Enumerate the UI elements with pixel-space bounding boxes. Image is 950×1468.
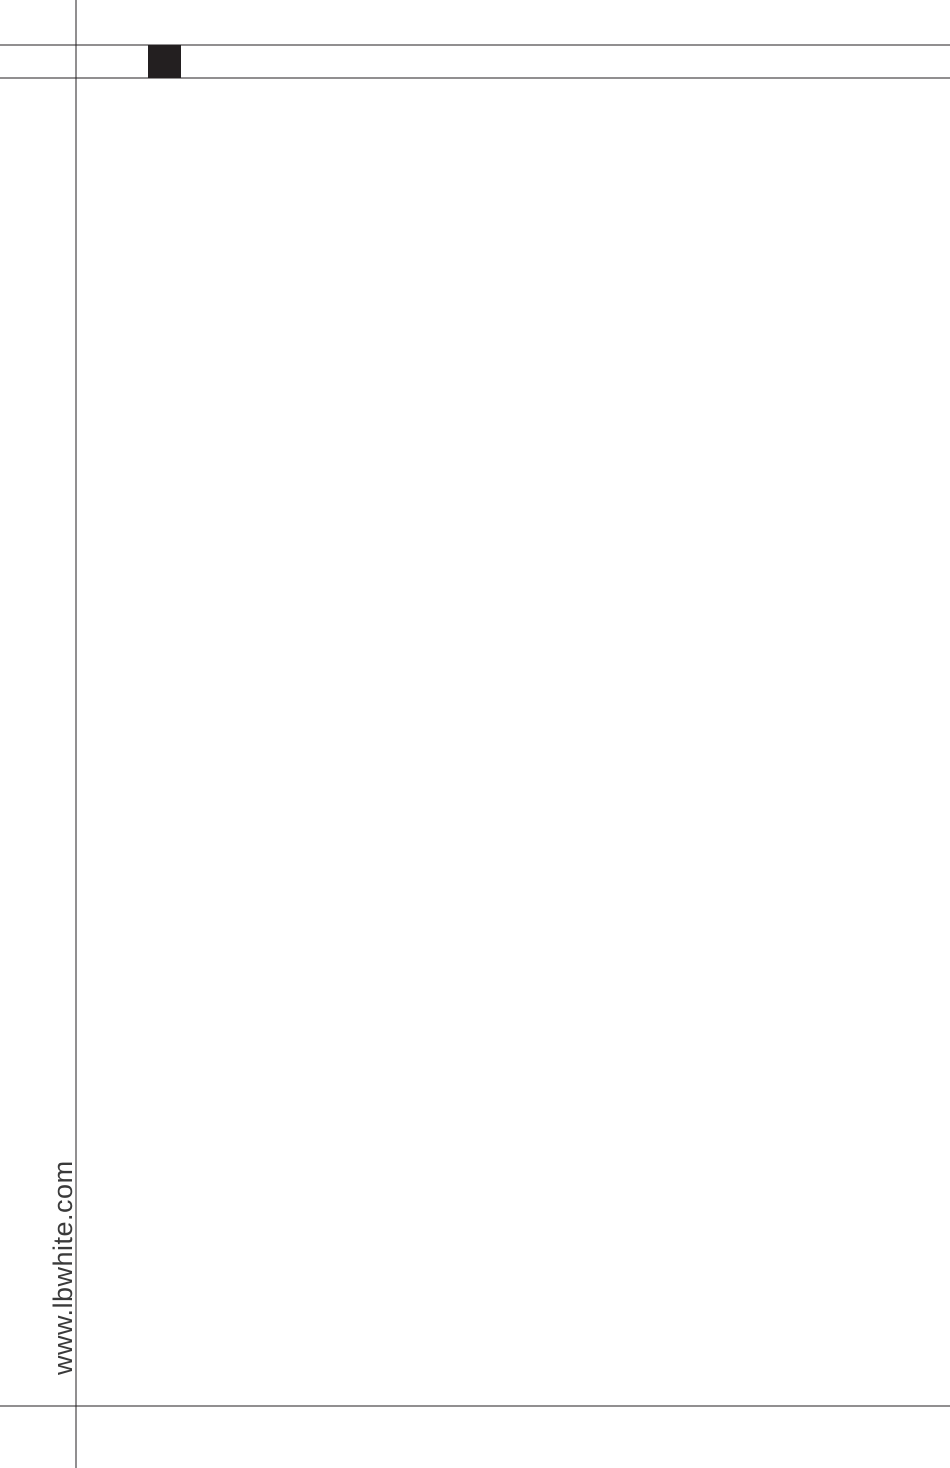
website-url: www.lbwhite.com	[48, 1160, 78, 1375]
